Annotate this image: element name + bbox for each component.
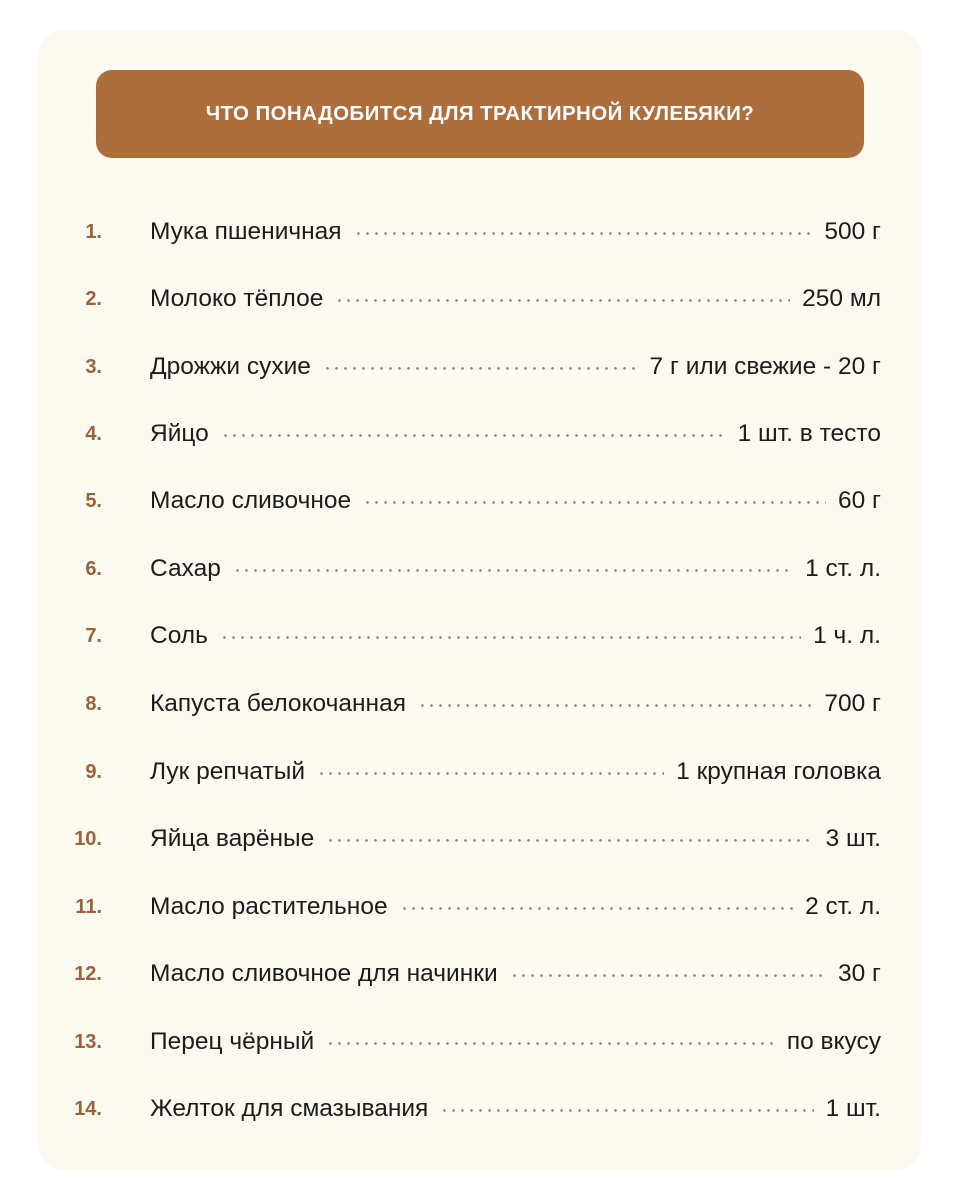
dot-leader [400, 907, 794, 910]
ingredient-amount: 60 г [838, 487, 881, 514]
list-item [0, 481, 959, 521]
dot-leader [440, 1109, 813, 1112]
item-number: 13. [74, 1031, 102, 1053]
item-line [150, 549, 881, 589]
ingredient-name: Перец чёрный [150, 1028, 315, 1055]
list-item [0, 954, 959, 994]
ingredient-name: Капуста белокочанная [150, 690, 406, 717]
dot-leader [326, 839, 813, 842]
ingredient-amount: 1 ч. л. [813, 622, 881, 649]
item-number: 1. [85, 221, 102, 243]
dot-leader [221, 434, 726, 437]
ingredient-amount: 7 г или свежие - 20 г [649, 353, 881, 380]
item-line [150, 1089, 881, 1129]
item-number: 6. [85, 558, 102, 580]
ingredient-name: Соль [150, 622, 208, 649]
ingredient-name: Лук репчатый [150, 758, 306, 785]
item-line [150, 1022, 881, 1062]
item-number: 4. [85, 423, 102, 445]
list-item [0, 279, 959, 319]
item-number: 12. [74, 963, 102, 985]
item-number: 7. [85, 625, 102, 647]
list-item [0, 549, 959, 589]
item-number: 9. [85, 761, 102, 783]
item-number: 2. [85, 288, 102, 310]
item-number: 11. [75, 896, 102, 918]
list-item [0, 347, 959, 387]
ingredient-amount: 1 шт. в тесто [737, 420, 881, 447]
dot-leader [418, 704, 812, 707]
ingredient-name: Дрожжи сухие [150, 353, 311, 380]
dot-leader [363, 501, 826, 504]
dot-leader [233, 569, 793, 572]
dot-leader [326, 1042, 775, 1045]
ingredient-name: Яйца варёные [150, 825, 315, 852]
item-number: 14. [74, 1098, 102, 1120]
item-line [150, 279, 881, 319]
item-line [150, 752, 881, 792]
ingredient-name: Сахар [150, 555, 221, 582]
list-item [0, 1022, 959, 1062]
ingredient-name: Масло сливочное для начинки [150, 960, 498, 987]
ingredient-amount: 1 ст. л. [805, 555, 881, 582]
item-line [150, 347, 881, 387]
item-number: 8. [85, 693, 102, 715]
ingredient-amount: 2 ст. л. [805, 893, 881, 920]
item-line [150, 819, 881, 859]
ingredient-amount: 30 г [838, 960, 881, 987]
item-number: 5. [85, 490, 102, 512]
list-item [0, 616, 959, 656]
list-item [0, 1089, 959, 1129]
dot-leader [510, 974, 826, 977]
list-item [0, 887, 959, 927]
item-line [150, 954, 881, 994]
item-line [150, 414, 881, 454]
ingredient-name: Яйцо [150, 420, 209, 447]
dot-leader [354, 232, 813, 235]
list-item [0, 684, 959, 724]
dot-leader [335, 299, 790, 302]
ingredient-amount: 500 г [824, 218, 881, 245]
dot-leader [323, 367, 638, 370]
list-item [0, 212, 959, 252]
ingredient-amount: 3 шт. [825, 825, 881, 852]
item-number: 10. [74, 828, 102, 850]
ingredient-amount: по вкусу [786, 1028, 881, 1055]
item-line [150, 684, 881, 724]
ingredient-name: Мука пшеничная [150, 218, 342, 245]
ingredient-name: Желток для смазывания [150, 1095, 429, 1122]
item-line [150, 616, 881, 656]
dot-leader [317, 772, 664, 775]
ingredient-amount: 700 г [824, 690, 881, 717]
dot-leader [220, 636, 801, 639]
list-item [0, 414, 959, 454]
ingredient-name: Молоко тёплое [150, 285, 324, 312]
ingredient-name: Масло сливочное [150, 487, 352, 514]
ingredient-amount: 1 шт. [825, 1095, 881, 1122]
list-item [0, 819, 959, 859]
ingredient-name: Масло растительное [150, 893, 388, 920]
page-title: ЧТО ПОНАДОБИТСЯ ДЛЯ ТРАКТИРНОЙ КУЛЕБЯКИ? [205, 102, 755, 125]
ingredient-amount: 1 крупная головка [676, 758, 881, 785]
list-item [0, 752, 959, 792]
item-line [150, 887, 881, 927]
item-number: 3. [85, 356, 102, 378]
item-line [150, 481, 881, 521]
ingredient-amount: 250 мл [802, 285, 881, 312]
item-line [150, 212, 881, 252]
